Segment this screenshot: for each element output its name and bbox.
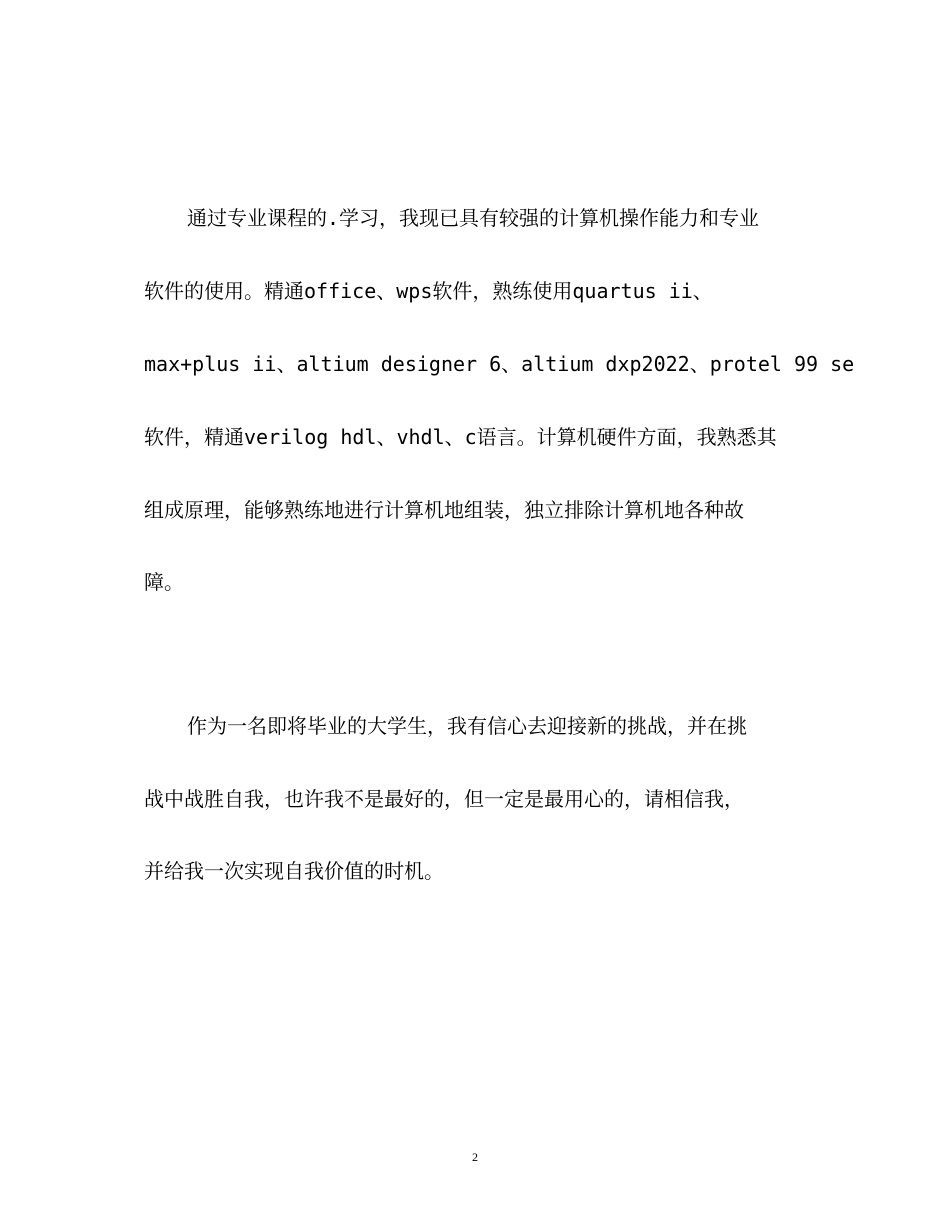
paragraph-2-line-1: 作为一名即将毕业的大学生，我有信心去迎接新的挑战，并在挑 xyxy=(187,714,747,738)
page-number: 2 xyxy=(472,1150,478,1164)
paragraph-1-line-5: 组成原理，能够熟练地进行计算机地组装，独立排除计算机地各种故 xyxy=(144,498,744,522)
paragraph-1-line-2: 软件的使用。精通office、wps软件，熟练使用quartus ii、 xyxy=(144,279,713,303)
paragraph-2-line-2: 战中战胜自我，也许我不是最好的，但一定是最用心的，请相信我， xyxy=(144,787,744,811)
paragraph-1-line-6: 障。 xyxy=(144,570,184,594)
paragraph-1-line-1: 通过专业课程的.学习，我现已具有较强的计算机操作能力和专业 xyxy=(187,206,760,230)
paragraph-1-line-3: max+plus ii、altium designer 6、altium dxp2022、protel 99 se xyxy=(144,352,855,376)
paragraph-1-line-4: 软件，精通verilog hdl、vhdl、c语言。计算机硬件方面，我熟悉其 xyxy=(144,425,777,449)
paragraph-2-line-3: 并给我一次实现自我价值的时机。 xyxy=(144,859,444,883)
